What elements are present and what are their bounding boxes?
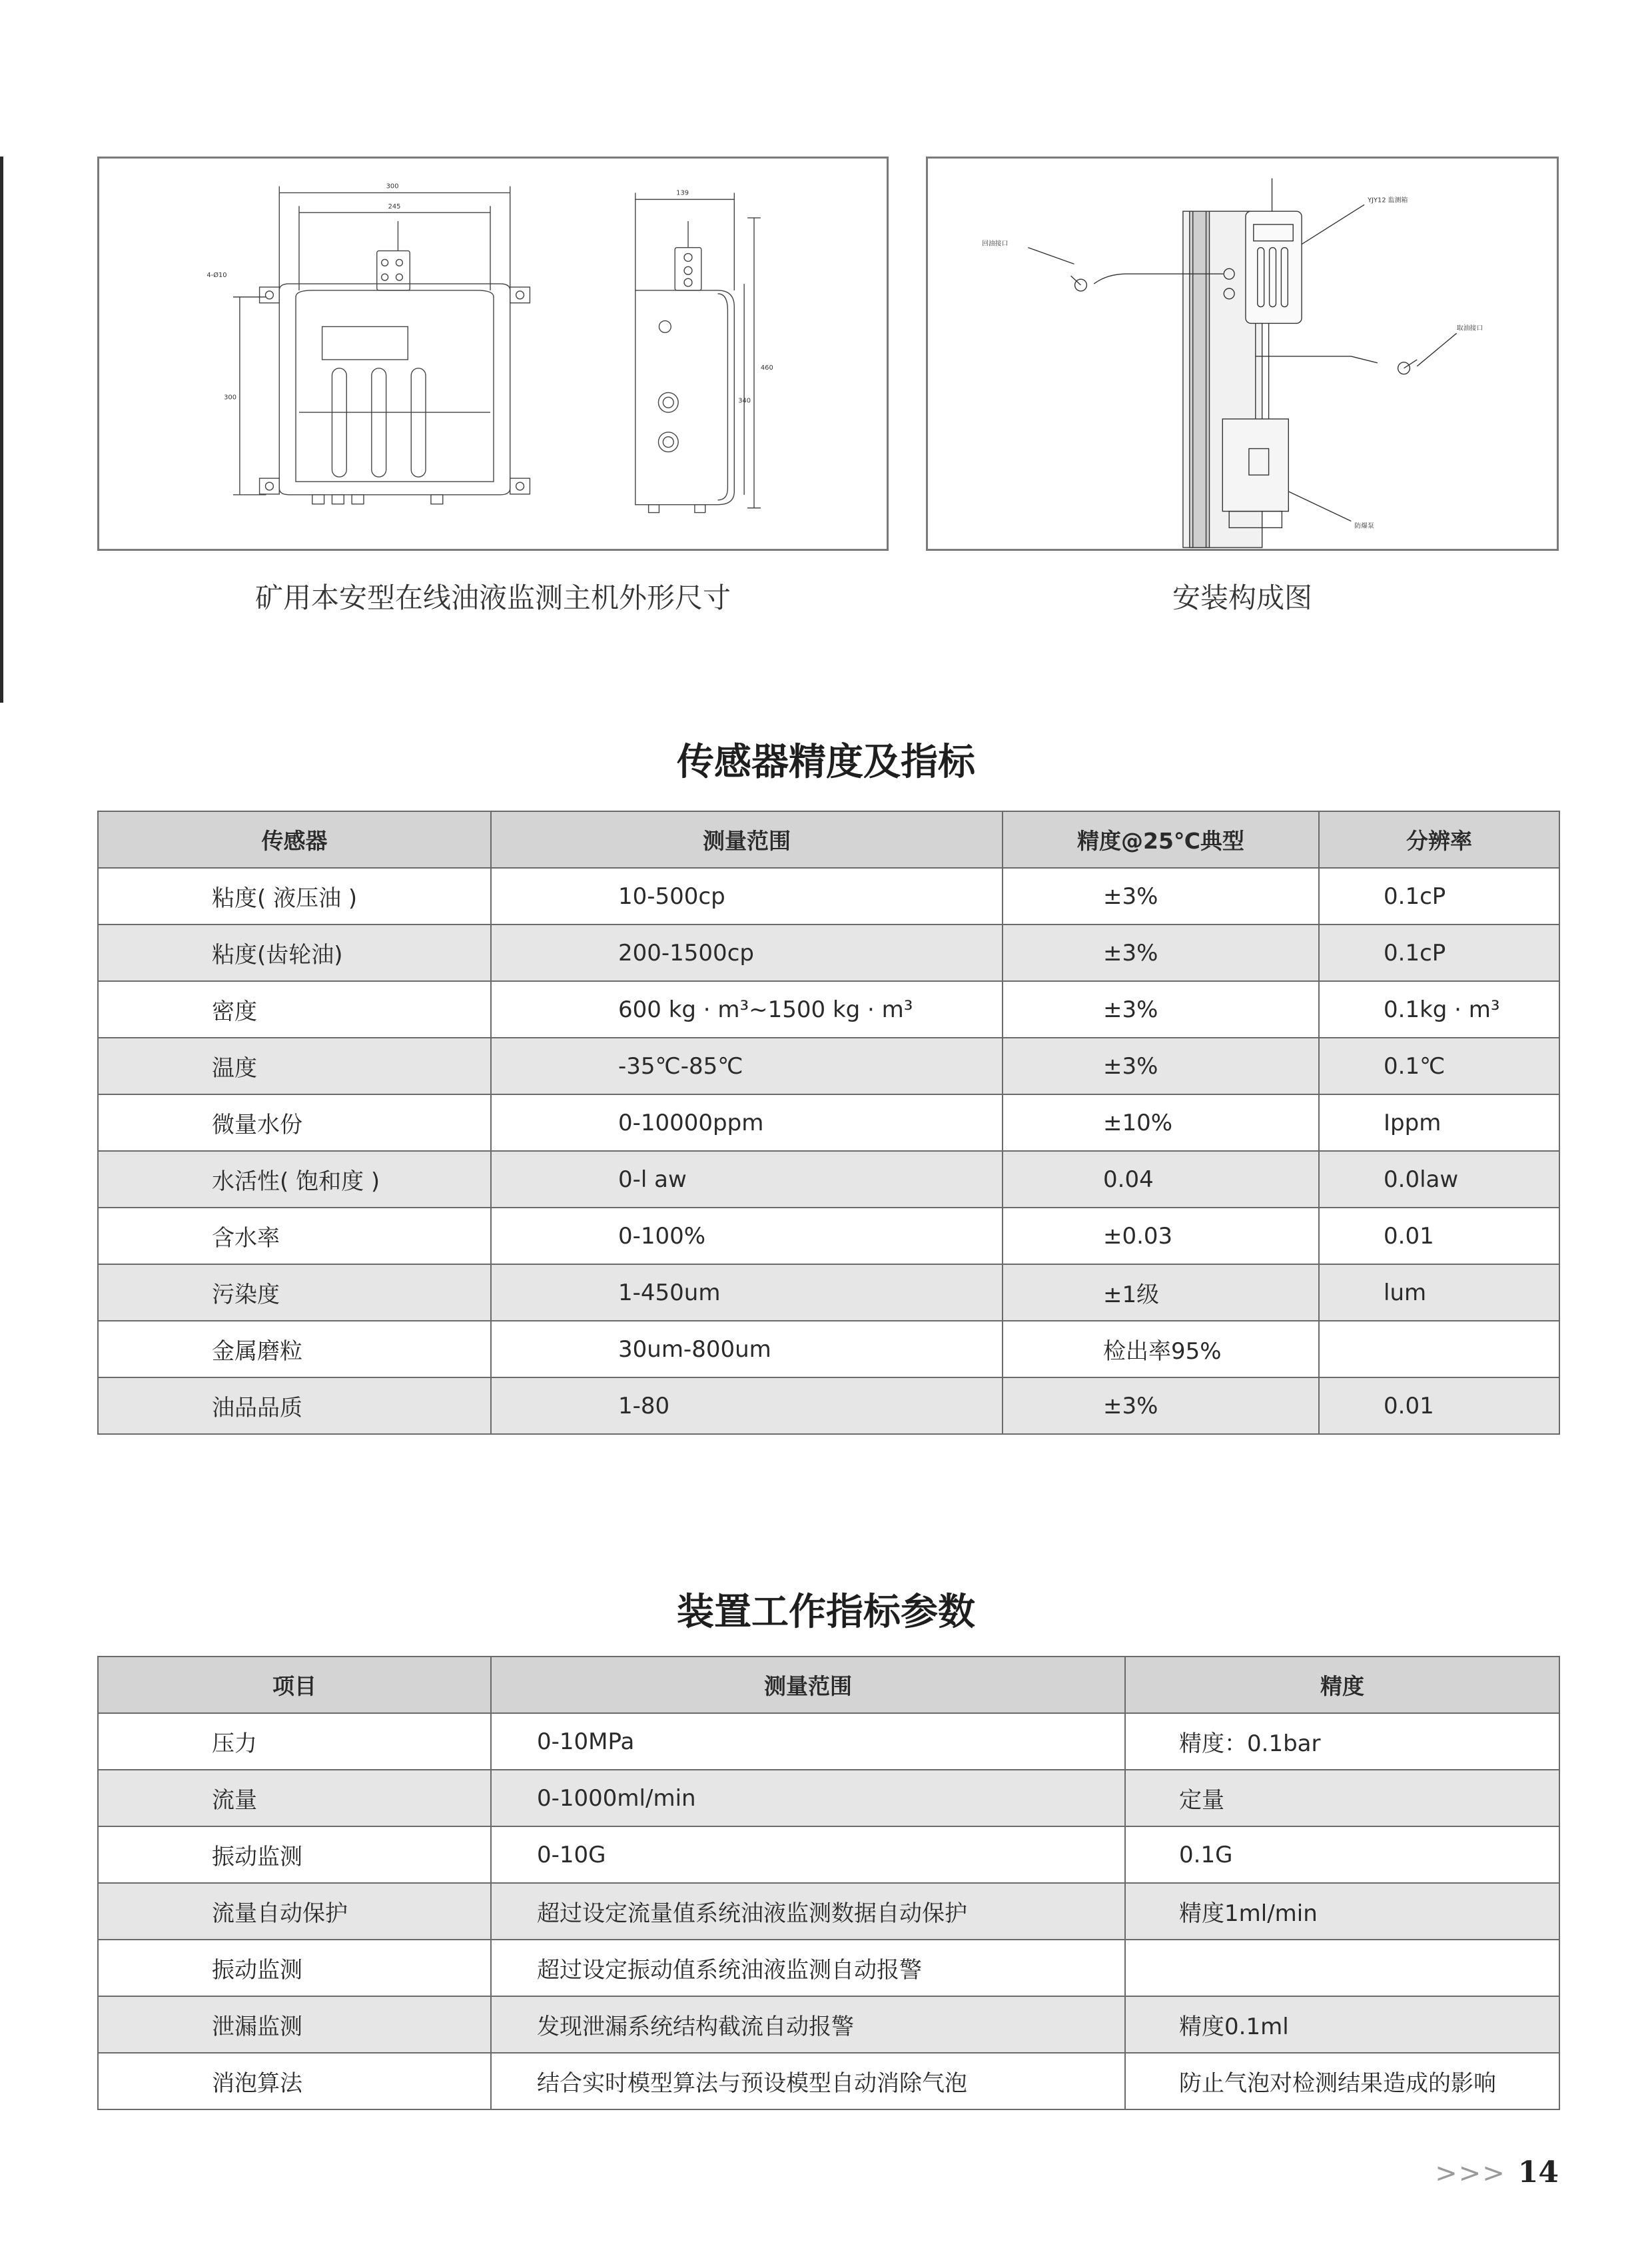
- table-cell: 粘度( 液压油 ): [98, 868, 491, 925]
- column-header: 分辨率: [1319, 811, 1559, 868]
- table-cell: 精度0.1ml: [1125, 1996, 1559, 2053]
- installation-diagram-caption: 安装构成图: [1172, 581, 1312, 614]
- table-cell: 精度1ml/min: [1125, 1883, 1559, 1940]
- table-row: [98, 925, 1559, 981]
- table-cell: 流量自动保护: [98, 1883, 491, 1940]
- table-cell: 0-l aw: [491, 1151, 1003, 1208]
- table-cell: 0.1℃: [1319, 1038, 1559, 1094]
- dim-label-holes: 4-Ø10: [206, 272, 227, 280]
- dim-label-width-outer: 300: [386, 183, 399, 190]
- table-cell: 压力: [98, 1713, 491, 1770]
- table-cell: 振动监测: [98, 1940, 491, 1996]
- column-header: 精度: [1125, 1657, 1559, 1713]
- column-header: 精度@25℃典型: [1003, 811, 1319, 868]
- column-header: 项目: [98, 1657, 491, 1713]
- table-row: [98, 1377, 1559, 1434]
- table-row: [98, 1826, 1559, 1883]
- table-cell: 10-500cp: [491, 868, 1003, 925]
- table-cell: 0.01: [1319, 1208, 1559, 1264]
- label-intake-port: 取油接口: [1456, 324, 1483, 332]
- table-cell: 发现泄漏系统结构截流自动报警: [491, 1996, 1125, 2053]
- table-cell: -35℃-85℃: [491, 1038, 1003, 1094]
- table-cell: 金属磨粒: [98, 1321, 491, 1377]
- table-cell: 定量: [1125, 1770, 1559, 1826]
- table-row: [98, 1151, 1559, 1208]
- table-row: [98, 1038, 1559, 1094]
- table-cell: 油品品质: [98, 1377, 491, 1434]
- dim-label-height: 300: [224, 394, 236, 402]
- table-cell: 检出率95%: [1003, 1321, 1319, 1377]
- table-cell: Ippm: [1319, 1094, 1559, 1151]
- sensor-section-title: 传感器精度及指标: [677, 741, 975, 784]
- label-pump: 防爆泵: [1354, 522, 1374, 530]
- table-cell: 污染度: [98, 1264, 491, 1321]
- table-cell: ±3%: [1003, 1377, 1319, 1434]
- table-cell: 结合实时模型算法与预设模型自动消除气泡: [491, 2053, 1125, 2109]
- table-cell: 600 kg · m³~1500 kg · m³: [491, 981, 1003, 1038]
- table-cell: [1125, 1940, 1559, 1996]
- table-cell: 消泡算法: [98, 2053, 491, 2109]
- table-cell: 0-100%: [491, 1208, 1003, 1264]
- page-footer: [1435, 2155, 1559, 2189]
- table-cell: ±3%: [1003, 925, 1319, 981]
- table-cell: 超过设定振动值系统油液监测自动报警: [491, 1940, 1125, 1996]
- table-cell: 0.1cP: [1319, 868, 1559, 925]
- table-row: [98, 1713, 1559, 1770]
- table-cell: 0.0law: [1319, 1151, 1559, 1208]
- page-arrows: >>>: [1435, 2158, 1506, 2189]
- table-cell: 0.04: [1003, 1151, 1319, 1208]
- dimension-drawing: [99, 159, 887, 549]
- table-cell: 0.1G: [1125, 1826, 1559, 1883]
- table-cell: 密度: [98, 981, 491, 1038]
- table-cell: 0.1cP: [1319, 925, 1559, 981]
- dim-label-width-inner: 245: [388, 203, 401, 211]
- table-cell: ±1级: [1003, 1264, 1319, 1321]
- table-header-row: [98, 811, 1559, 868]
- table-cell: [1319, 1321, 1559, 1377]
- sensor-spec-table: [97, 811, 1560, 1435]
- table-cell: 0-10G: [491, 1826, 1125, 1883]
- table-row: [98, 1940, 1559, 1996]
- table-cell: ±3%: [1003, 868, 1319, 925]
- table-row: [98, 1883, 1559, 1940]
- column-header: 传感器: [98, 811, 491, 868]
- table-cell: 1-450um: [491, 1264, 1003, 1321]
- table-cell: 粘度(齿轮油): [98, 925, 491, 981]
- table-row: [98, 1094, 1559, 1151]
- table-row: [98, 981, 1559, 1038]
- table-row: [98, 1770, 1559, 1826]
- table-row: [98, 1321, 1559, 1377]
- table-cell: ±0.03: [1003, 1208, 1319, 1264]
- dim-label-side-total: 460: [760, 364, 773, 372]
- dim-label-depth: 139: [676, 189, 689, 197]
- table-cell: 1-80: [491, 1377, 1003, 1434]
- dimension-drawing-caption: 矿用本安型在线油液监测主机外形尺寸: [254, 581, 731, 614]
- table-cell: lum: [1319, 1264, 1559, 1321]
- table-row: [98, 1264, 1559, 1321]
- dimension-drawing-figure: [97, 157, 889, 551]
- table-cell: 0-10MPa: [491, 1713, 1125, 1770]
- label-monitor-box: YJY12 监测箱: [1368, 196, 1408, 204]
- table-cell: 精度：0.1bar: [1125, 1713, 1559, 1770]
- table-row: [98, 1208, 1559, 1264]
- table-row: [98, 2053, 1559, 2109]
- table-cell: 微量水份: [98, 1094, 491, 1151]
- left-edge-rule: [0, 157, 3, 703]
- page-number: 14: [1517, 2155, 1559, 2189]
- column-header: 测量范围: [491, 811, 1003, 868]
- table-cell: 0.01: [1319, 1377, 1559, 1434]
- installation-diagram-figure: [926, 157, 1559, 551]
- table-cell: 泄漏监测: [98, 1996, 491, 2053]
- table-cell: 防止气泡对检测结果造成的影响: [1125, 2053, 1559, 2109]
- table-cell: ±10%: [1003, 1094, 1319, 1151]
- table-cell: 温度: [98, 1038, 491, 1094]
- table-cell: ±3%: [1003, 981, 1319, 1038]
- column-header: 测量范围: [491, 1657, 1125, 1713]
- table-cell: 流量: [98, 1770, 491, 1826]
- table-row: [98, 868, 1559, 925]
- table-cell: ±3%: [1003, 1038, 1319, 1094]
- installation-diagram: [928, 159, 1557, 549]
- table-row: [98, 1996, 1559, 2053]
- table-cell: 含水率: [98, 1208, 491, 1264]
- table-cell: 0-10000ppm: [491, 1094, 1003, 1151]
- label-return-port: 回油接口: [982, 240, 1009, 248]
- table-cell: 30um-800um: [491, 1321, 1003, 1377]
- table-cell: 200-1500cp: [491, 925, 1003, 981]
- table-header-row: [98, 1657, 1559, 1713]
- table-cell: 水活性( 饱和度 ): [98, 1151, 491, 1208]
- table-cell: 0.1kg · m³: [1319, 981, 1559, 1038]
- dim-label-side-body: 340: [738, 397, 751, 405]
- table-cell: 0-1000ml/min: [491, 1770, 1125, 1826]
- device-spec-table: [97, 1656, 1560, 2110]
- table-cell: 超过设定流量值系统油液监测数据自动保护: [491, 1883, 1125, 1940]
- device-section-title: 装置工作指标参数: [677, 1591, 975, 1634]
- table-cell: 振动监测: [98, 1826, 491, 1883]
